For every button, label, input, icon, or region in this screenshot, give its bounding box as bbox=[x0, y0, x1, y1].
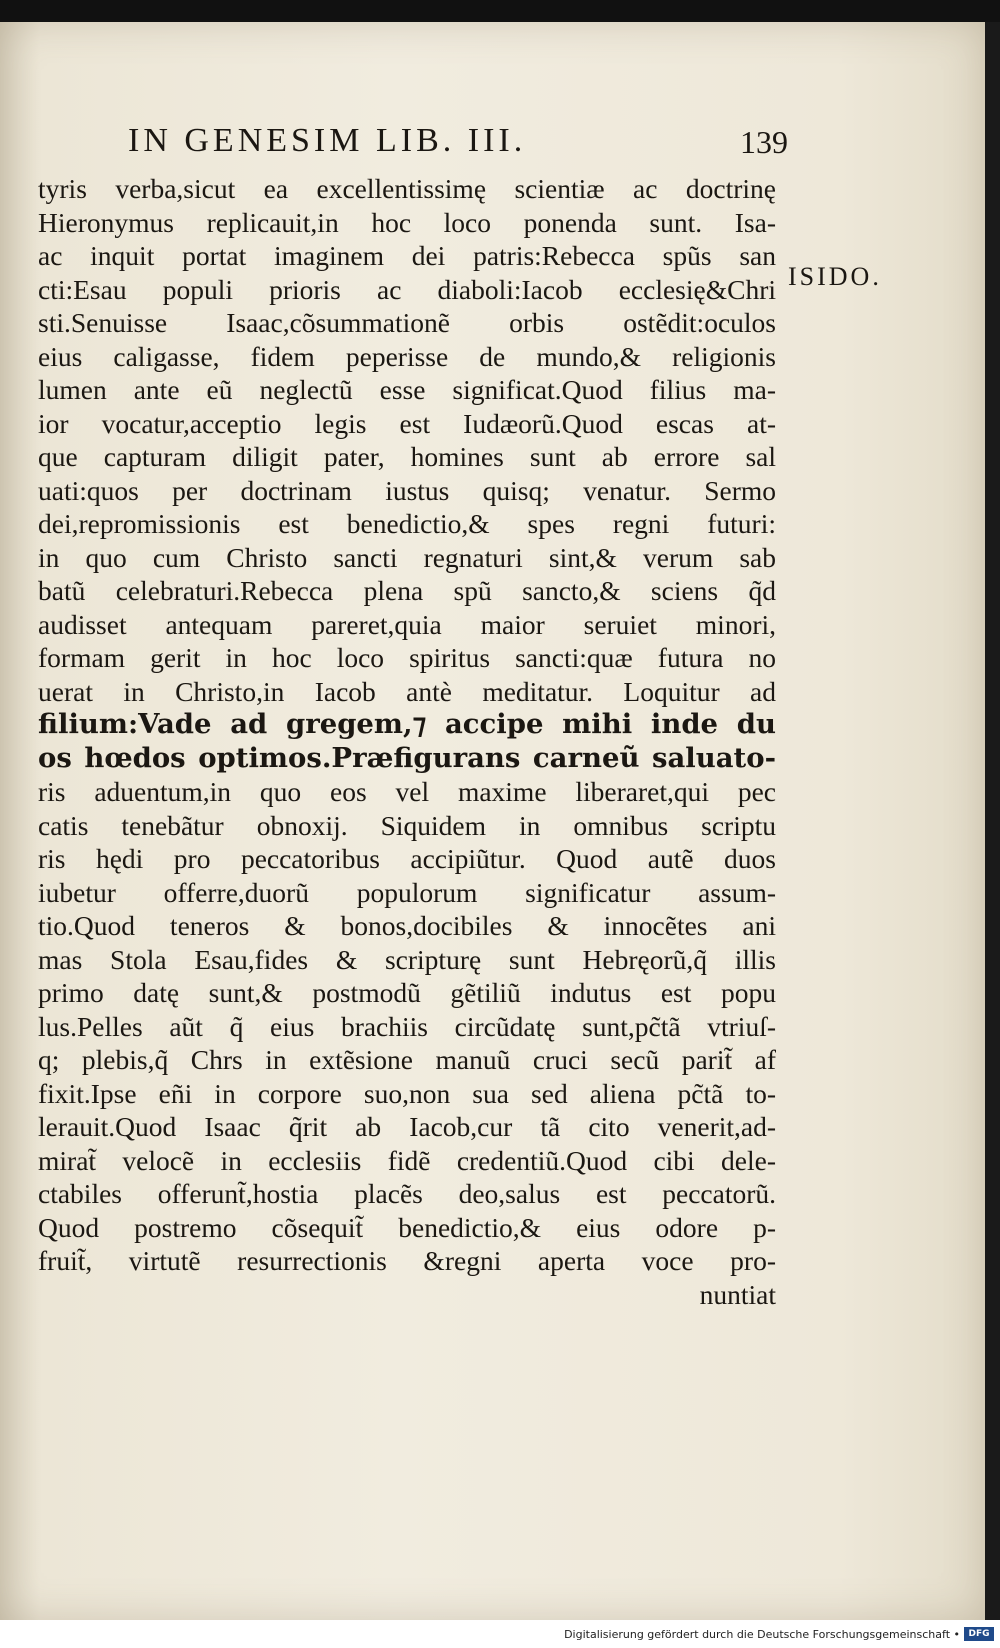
text-line: os hœdos optimos.Præfigurans carneũ saluato- bbox=[38, 741, 776, 774]
book-page bbox=[0, 22, 985, 1620]
text-line: ris hędi pro peccatoribus accipiũtur. Quod autẽ duos bbox=[38, 843, 776, 874]
running-head bbox=[128, 122, 788, 166]
text-line: batũ celebraturi.Rebecca plena spũ sancto,& sciens q̃d bbox=[38, 575, 776, 606]
text-line: ac inquit portat imaginem dei patris:Rebecca spũs san bbox=[38, 240, 776, 271]
page-number: 139 bbox=[740, 124, 788, 160]
page-edge bbox=[985, 22, 1000, 1620]
text-line: eius caligasse, fidem peperisse de mundo,& religionis bbox=[38, 340, 776, 372]
text-line: in quo cum Christo sancti regnaturi sint,& verum sab bbox=[38, 541, 776, 573]
footer-credit: Digitalisierung gefördert durch die Deutsche Forschungsgemeinschaft • bbox=[564, 1628, 960, 1641]
text-line: ctabiles offerunt̃,hostia placẽs deo,salus est peccatorũ. bbox=[38, 1178, 776, 1209]
text-line: uati:quos per doctrinam iustus quisq; venatur. Sermo bbox=[38, 474, 776, 506]
dfg-logo: DFG bbox=[964, 1627, 994, 1641]
text-line: nuntiat bbox=[699, 1278, 776, 1310]
text-line: filium:Vade ad gregem,⁊ accipe mihi inde du bbox=[38, 708, 776, 740]
text-line: dei,repromissionis est benedictio,& spes regni futuri: bbox=[38, 508, 776, 539]
text-line: uerat in Christo,in Iacob antè meditatur. Loquitur ad bbox=[38, 675, 776, 707]
text-line: mas Stola Esau,fides & scripturę sunt Hebręorũ,q̃ illis bbox=[38, 943, 776, 975]
text-line: cti:Esau populi prioris ac diaboli:Iacob ecclesię&Chri bbox=[38, 273, 776, 305]
text-line: lerauit.Quod Isaac q̃rit ab Iacob,cur tã cito venerit,ad- bbox=[38, 1111, 776, 1142]
footer-bar bbox=[0, 1620, 1000, 1648]
margin-note: ISIDO. bbox=[788, 262, 882, 291]
text-line: tyris verba,sicut ea excellentissimę scientiæ ac doctrinę bbox=[38, 173, 776, 204]
text-line: tio.Quod teneros & bonos,docibiles & innocẽtes ani bbox=[38, 910, 776, 941]
text-line: que capturam diligit pater, homines sunt ab errore sal bbox=[38, 441, 776, 472]
text-line: ris aduentum,in quo eos vel maxime liberaret,qui pec bbox=[38, 776, 776, 807]
text-line: lumen ante eũ neglectũ esse significat.Quod filius ma- bbox=[38, 374, 776, 405]
text-line: Quod postremo cõsequit̃ benedictio,& eius odore p- bbox=[38, 1211, 776, 1243]
text-line: sti.Senuisse Isaac,cõsummationẽ orbis ostẽdit:oculos bbox=[38, 307, 776, 338]
text-line: lus.Pelles aũt q̃ eius brachiis circũdatę sunt,pc̃tã vtriuſ- bbox=[38, 1010, 776, 1042]
text-line: mirat̃ velocẽ in ecclesiis fidẽ credentiũ.Quod cibi dele- bbox=[38, 1144, 776, 1176]
text-line: primo datę sunt,& postmodũ gẽtiliũ indutus est popu bbox=[38, 977, 776, 1008]
text-line: catis tenebãtur obnoxij. Siquidem in omnibus scriptu bbox=[38, 809, 776, 841]
text-line: ior vocatur,acceptio legis est Iudæorũ.Quod escas at- bbox=[38, 407, 776, 439]
text-line: q; plebis,q̃ Chrs in extẽsione manuũ cruci secũ parit̃ af bbox=[38, 1044, 776, 1075]
body-text bbox=[38, 172, 776, 1311]
text-line: audisset antequam pareret,quia maior seruiet minori, bbox=[38, 608, 776, 640]
text-line: Hieronymus replicauit,in hoc loco ponenda sunt. Isa- bbox=[38, 206, 776, 238]
text-line: fixit.Ipse eñi in corpore suo,non sua sed aliena pc̃tã to- bbox=[38, 1077, 776, 1109]
text-line: fruit̃, virtutẽ resurrectionis &regni aperta voce pro- bbox=[38, 1245, 776, 1276]
running-title: IN GENESIM LIB. III. bbox=[128, 122, 527, 159]
text-line: formam gerit in hoc loco spiritus sancti:quæ futura no bbox=[38, 642, 776, 673]
text-line: iubetur offerre,duorũ populorum significatur assum- bbox=[38, 876, 776, 908]
